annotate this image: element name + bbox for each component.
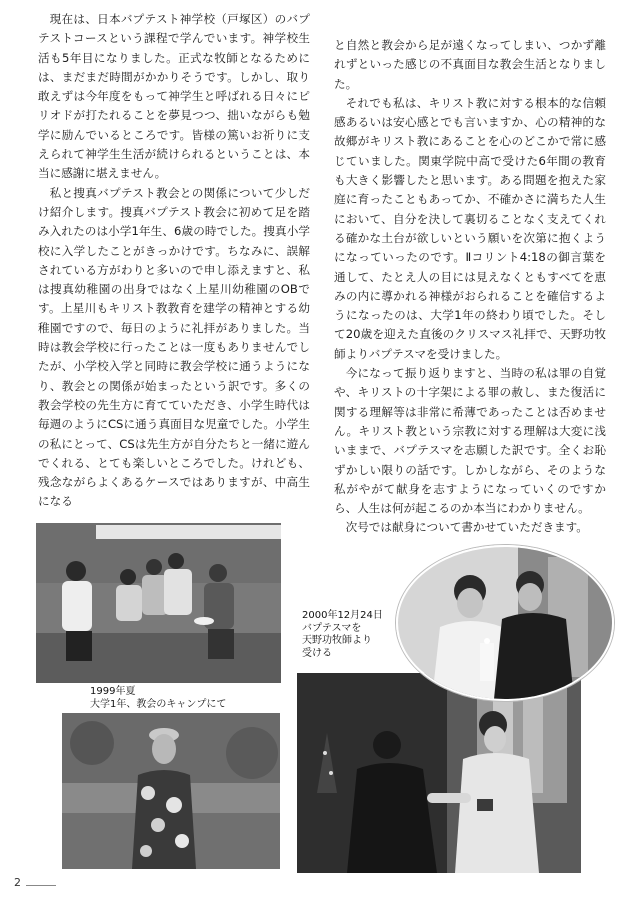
camp-photo-caption bbox=[90, 686, 226, 711]
article-paragraph: 現在は、日本バプテスト神学校（戸塚区）のバプテストコースという課程で学んでいます。神学校生活も5年目になりました。正式な牧師となるためには、まだまだ時間がかかりそうです。しかし、取り敢えずは今年度をもって神学生と呼ばれる日々にピリオドが打たれることを夢見つつ、拙いながらも勉学に励んでいるところです。皆様の篤いお祈りに支えられて神学生生活が続けられるということは、本当に感謝に堪えません。 bbox=[38, 12, 310, 181]
article-paragraph: 今になって振り返りますと、当時の私は罪の自覚や、キリストの十字架による罪の赦し、また復活に関する理解等は非常に希薄であったことは否めません。キリスト教という宗教に対する理解は大変に浅いままで、バプテスマを志願した訳です。全くお恥ずかしい限りの話です。しかしながら、そのような私がやがて献身を志すようになっていくのですから、人生は何が起こるのか本当にわかりません。 bbox=[334, 366, 606, 516]
caption-line: 大学1年、教会のキャンプにて bbox=[90, 698, 227, 710]
article-right-column bbox=[334, 36, 606, 538]
baptism-photo-caption bbox=[302, 610, 383, 660]
camouflage-portrait-photo bbox=[62, 713, 280, 869]
footer-rule bbox=[26, 885, 56, 886]
baptism-circle-photo bbox=[396, 545, 614, 701]
article-left-column bbox=[38, 10, 310, 512]
article-paragraph: それでも私は、キリスト教に対する根本的な信頼感あるいは安心感とでも言いますか、心の精神的な故郷がキリスト教にあることを心のどこかで常に感じていました。関東学院中高で受けた6年間の教育も大きく影響したと思います。ある問題を抱えた家庭に育ったこともあってか、不確かさに満ちた人生において、自分を決して裏切ることなく支えてくれる確かな土台が欲しいという願いを次第に抱くようになっていったのです。Ⅱコリント4:18の御言葉を通して、たとえ人の目には見えなくともすべてを恵みの内に導かれる神様がおられることを確信するようになったのは、大学1年の終わり頃でした。そして20歳を迎えた直後のクリスマス礼拝で、天野功牧師よりバプテスマを受けました。 bbox=[334, 95, 606, 361]
caption-line: バプテスマを bbox=[302, 622, 362, 634]
caption-line: 受ける bbox=[302, 647, 332, 659]
article-paragraph: 次号では献身について書かせていただきます。 bbox=[345, 520, 588, 535]
caption-line: 2000年12月24日 bbox=[302, 610, 383, 621]
page-number: 2 bbox=[14, 876, 21, 889]
article-paragraph: と自然と教会から足が遠くなってしまい、つかず離れずといった感じの不真面目な教会生活となりました。 bbox=[334, 38, 606, 91]
article-paragraph: 私と捜真バプテスト教会との関係について少しだけ紹介します。捜真バプテスト教会に初めて足を踏み入れたのは小学1年生、6歳の時でした。捜真小学校に入学したことがきっかけです。ちなみに、誤解されている方がわりと多いので申し添えますと、私は捜真幼稚園の出身ではなく上星川幼稚園のOBです。上星川もキリスト教教育を建学の精神とする幼稚園ですので、毎日のように礼拝がありました。当時は教会学校に行ったことは一度もありませんでしたが、小学校入学と同時に教会学校に通うようになり、教会との関係が始まったという訳です。多くの教会学校の先生方に育てていただき、小学生時代は毎週のようにCSに通う真面目な児童でした。小学生の私にとって、CSは先生方が自分たちと一緒に遊んでくれる、とても楽しいところでした。けれども、残念ながらよくあるケースではありますが、中高生になる bbox=[38, 185, 310, 509]
caption-line: 天野功牧師より bbox=[302, 635, 372, 646]
camp-group-photo bbox=[36, 523, 281, 683]
baptism-handshake-photo bbox=[297, 673, 581, 873]
caption-line: 1999年夏 bbox=[90, 686, 136, 697]
